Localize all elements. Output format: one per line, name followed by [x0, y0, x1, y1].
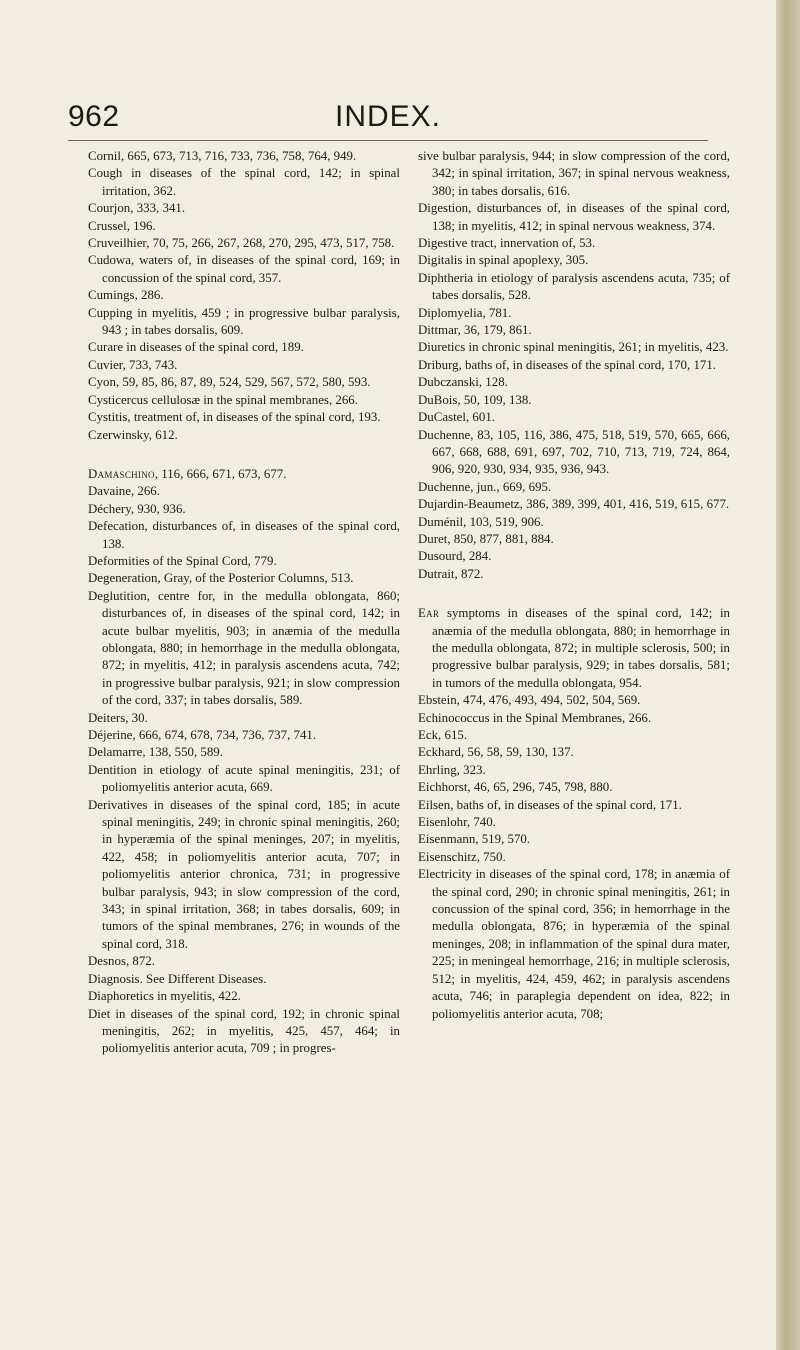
entry-references: , 50, 109, 138.	[457, 392, 532, 407]
index-entry	[418, 727, 730, 744]
entry-heading: Damaschino	[88, 466, 155, 481]
entry-references: , 666, 674, 678, 734, 736, 737, 741.	[132, 728, 317, 742]
index-entry	[418, 322, 730, 339]
entry-references: in diseases of the spinal cord, 142; in spinal irritation, 362.	[102, 166, 400, 198]
entry-heading: Defecation	[88, 519, 145, 534]
entry-heading: Dujardin-Beaumetz	[418, 497, 520, 512]
entry-heading: Eisenmann	[418, 832, 476, 847]
entry-heading: Crussel	[88, 218, 127, 233]
entry-heading: Cudowa	[88, 253, 131, 268]
entry-references: , 872.	[454, 566, 484, 581]
entry-references: , 850, 877, 881, 884.	[447, 531, 554, 546]
entry-references: , 46, 65, 296, 745, 798, 880.	[467, 780, 613, 795]
index-entry	[88, 953, 400, 970]
index-entry	[418, 514, 730, 531]
index-entry	[88, 409, 400, 426]
entry-references: in diseases of the spinal cord, 178; in anæmia of the spinal cord, 290; in chronic spinal meningitis, 261; in concussion of the spinal cord, 356; in hemorrhage in the medulla oblongata, 876; in hyperæmia of the spinal meninges, 208; in inflammation of the spinal dura mater, 225; in meningeal hemorrhage, 216; in multiple sclerosis, 512; in myelitis, 424, 459, 462; in paralysis ascendens acuta, 746; in paraplegia dependent on idea, 822; in poliomyelitis anterior acuta, 708;	[432, 867, 730, 1021]
index-entry	[418, 409, 730, 426]
section-gap	[418, 583, 730, 605]
entry-heading: Eckhard	[418, 745, 461, 760]
entry-references: , 266.	[130, 484, 160, 499]
left-column	[88, 148, 400, 1058]
entry-references: , 36, 179, 861.	[457, 323, 532, 338]
index-entry	[88, 483, 400, 500]
entry-heading: Duchenne	[418, 479, 471, 494]
entry-references: , jun., 669, 695.	[470, 479, 552, 494]
entry-heading: Electricity	[418, 867, 472, 882]
index-entry	[88, 588, 400, 710]
index-entry	[88, 727, 400, 744]
entry-heading: DuBois	[418, 392, 458, 407]
entry-references: , 56, 58, 59, 130, 137.	[460, 745, 574, 760]
entry-heading: Cumings	[88, 288, 135, 303]
entry-references: , 665, 673, 713, 716, 733, 736, 758, 764, 949.	[120, 149, 357, 163]
entry-heading: Diaphoretics	[88, 989, 154, 1004]
entry-heading: Deiters	[88, 710, 126, 725]
entry-heading: Déchery	[88, 501, 131, 516]
entry-references: sive bulbar paralysis, 944; in slow compression of the cord, 342; in spinal irritation, 367; in spinal nervous weakness, 380; in tabes dorsalis, 616.	[418, 149, 730, 198]
entry-heading: Ehrling	[418, 762, 457, 777]
index-entry	[418, 496, 730, 513]
page-header	[68, 100, 708, 141]
entry-heading: Echinococcus	[418, 710, 490, 725]
index-entry	[88, 218, 400, 235]
entry-heading: Dentition	[88, 762, 137, 777]
index-entry	[418, 849, 730, 866]
entry-heading: Diagnosis	[88, 971, 140, 986]
entry-heading: Desnos	[88, 954, 126, 969]
index-entry	[418, 744, 730, 761]
index-entry	[88, 148, 400, 165]
index-entry	[88, 287, 400, 304]
entry-heading: Diuretics	[418, 340, 466, 355]
entry-references: , baths of, in diseases of the spinal cord, 170, 171.	[458, 357, 717, 372]
entry-references: , 196.	[126, 218, 156, 233]
entry-references: in chronic spinal meningitis, 261; in myelitis, 423.	[465, 340, 729, 355]
entry-references: , 59, 85, 86, 87, 89, 524, 529, 567, 572, 580, 593.	[115, 375, 371, 390]
index-entry	[418, 779, 730, 796]
index-entry	[418, 392, 730, 409]
entry-references: , baths of, in diseases of the spinal cord, 171.	[450, 797, 682, 812]
entry-references: , 128.	[478, 375, 508, 390]
index-entry	[418, 548, 730, 565]
entry-references: in diseases of the spinal cord, 189.	[123, 340, 304, 355]
entry-heading: Dubczanski	[418, 375, 479, 390]
entry-references: , 323.	[456, 762, 486, 777]
index-entry	[418, 762, 730, 779]
entry-references: symptoms in diseases of the spinal cord, 142; in anæmia of the medulla oblongata, 880; in hemorrhage in the medulla oblongata, 872; in multiple sclerosis, 500; in progressive bulbar paralysis, 929; in tabes dorsalis, 581; in tumors of the medulla oblongata, 954.	[432, 606, 730, 690]
entry-heading: Eisenschitz	[418, 849, 477, 864]
entry-references: , 70, 75, 266, 267, 268, 270, 295, 473, 517, 758.	[146, 236, 395, 251]
entry-heading: Déjerine	[88, 728, 133, 742]
index-entry	[418, 270, 730, 305]
entry-heading: Ebstein	[418, 693, 457, 708]
entry-heading: Czerwinsky	[88, 427, 149, 442]
index-entry	[418, 235, 730, 252]
entry-heading: Diet	[88, 1006, 111, 1021]
entry-references: , centre for, in the medulla oblongata, 860; disturbances of, in diseases of the spinal cord, 142; in acute bulbar myelitis, 903; in anæmia of the medulla oblongata, 880; in hemorrhage in the medulla oblongata, 872; in myelitis, 412; in paralysis ascendens acuta, 742; in progressive bulbar paralysis, 921; in slow compression of the cord, 337; in tabes dorsalis, 589.	[102, 588, 400, 708]
entry-heading: Curare	[88, 340, 124, 355]
entry-references: , 116, 666, 671, 673, 677.	[154, 466, 287, 481]
entry-heading: Digestive	[418, 236, 468, 251]
index-entry	[88, 339, 400, 356]
entry-heading: Dittmar	[418, 323, 458, 338]
page-number: 962	[68, 100, 120, 133]
entry-heading: Cyon	[88, 375, 116, 390]
entry-references: in spinal apoplexy, 305.	[462, 253, 589, 268]
index-entry	[88, 797, 400, 954]
index-entry	[88, 357, 400, 374]
index-entry	[88, 1006, 400, 1058]
index-entry	[418, 605, 730, 692]
index-entry	[88, 518, 400, 553]
entry-heading: Eisenlohr	[418, 815, 467, 830]
index-entry	[418, 831, 730, 848]
entry-references: , disturbances of, in diseases of the spinal cord, 138.	[102, 519, 400, 551]
entry-references: , 103, 519, 906.	[463, 514, 544, 529]
entry-references: , 930, 936.	[130, 501, 186, 516]
index-entry	[88, 427, 400, 444]
entry-references: in diseases of the spinal cord, 185; in acute spinal meningitis, 249; in chronic spinal meningitis, 260; in hyperæmia of the spinal meninges, 207; in myelitis, 422, 458; in poliomyelitis anterior acuta, 707; in poliomyelitis anterior chronica, 731; in progressive bulbar paralysis, 943; in slow compression of the cord, 343; in spinal irritation, 368; in tabes dorsalis, 609; in tumors of the spinal membranes, 276; in wounds of the spinal cord, 318.	[102, 797, 400, 951]
entry-heading: Deformities	[88, 553, 150, 568]
entry-heading: Cough	[88, 166, 123, 181]
entry-references: , 781.	[482, 305, 512, 320]
entry-references: , 83, 105, 116, 386, 475, 518, 519, 570, 665, 666, 667, 668, 688, 691, 697, 702, 710, 713, 719, 724, 864, 906, 920, 930, 934, 935, 936, 943.	[432, 427, 730, 477]
index-entry	[418, 797, 730, 814]
entry-heading: Cruveilhier	[88, 236, 147, 251]
page-edge	[776, 0, 800, 1350]
section-gap	[88, 444, 400, 466]
entry-references: , 872.	[125, 954, 155, 969]
entry-heading: Dusourd	[418, 549, 463, 564]
entry-heading: Dutrait	[418, 566, 455, 581]
entry-references: , 615.	[438, 728, 468, 742]
index-entry	[418, 479, 730, 496]
index-entry	[88, 971, 400, 988]
entry-references: , disturbances of, in diseases of the spinal cord, 138; in myelitis, 412; in spinal nervous weakness, 374.	[432, 201, 730, 233]
entry-references: . See Different Diseases.	[139, 971, 267, 986]
index-entry	[418, 566, 730, 583]
index-entry	[88, 466, 400, 483]
entry-heading: Eichhorst	[418, 780, 468, 795]
entry-references: , 612.	[148, 427, 178, 442]
entry-heading: Cystitis	[88, 410, 128, 425]
index-entry	[418, 866, 730, 1023]
right-column	[418, 148, 730, 1023]
index-entry	[418, 148, 730, 200]
index-entry	[88, 392, 400, 409]
entry-heading: Eilsen	[418, 797, 451, 812]
entry-references: of the Spinal Cord, 779.	[149, 553, 277, 568]
entry-heading: Cuvier	[88, 357, 123, 372]
entry-heading: Driburg	[418, 357, 459, 372]
entry-references: in etiology of acute spinal meningitis, 231; of poliomyelitis anterior acuta, 669.	[102, 762, 400, 795]
index-entry	[88, 710, 400, 727]
index-entry	[88, 305, 400, 340]
entry-references: , 386, 389, 399, 401, 416, 519, 615, 677.	[519, 497, 730, 512]
index-entry	[88, 501, 400, 518]
entry-heading: Eck	[418, 728, 439, 742]
entry-heading: Diplomyelia	[418, 305, 483, 320]
index-entry	[418, 374, 730, 391]
entry-references: , 519, 570.	[475, 832, 531, 847]
entry-references: , 138, 550, 589.	[142, 745, 223, 760]
index-entry	[88, 570, 400, 587]
entry-references: , 286.	[134, 288, 164, 303]
entry-references: , treatment of, in diseases of the spinal cord, 193.	[127, 410, 381, 425]
entry-heading: Courjon	[88, 201, 131, 216]
index-entry	[88, 200, 400, 217]
entry-references: , 284.	[462, 549, 492, 564]
entry-references: , waters of, in diseases of the spinal cord, 169; in concussion of the spinal cord, 357.	[102, 253, 400, 285]
entry-heading: Davaine	[88, 484, 131, 499]
index-entry	[418, 692, 730, 709]
index-entry	[88, 252, 400, 287]
entry-references: , 30.	[125, 710, 148, 725]
index-entry	[88, 988, 400, 1005]
index-entry	[418, 427, 730, 479]
entry-heading: Ear	[418, 606, 440, 621]
index-entry	[88, 553, 400, 570]
index-entry	[88, 165, 400, 200]
index-entry	[88, 762, 400, 797]
entry-heading: Digestion	[418, 201, 469, 216]
entry-heading: Digitalis	[418, 253, 463, 268]
entry-references: , 333, 341.	[130, 201, 186, 216]
entry-references: , 733, 743.	[122, 357, 178, 372]
entry-references: , 750.	[476, 849, 506, 864]
entry-heading: Deglutition	[88, 588, 147, 603]
entry-references: in diseases of the spinal cord, 192; in chronic spinal meningitis, 262; in myelitis, 425, 457, 464; in poliomyelitis anterior acuta, 709 ; in progres-	[102, 1006, 400, 1056]
index-entry	[418, 814, 730, 831]
index-entry	[418, 252, 730, 269]
entry-heading: Duret	[418, 531, 448, 546]
running-head-title: INDEX.	[334, 100, 442, 133]
entry-heading: Diphtheria	[418, 270, 474, 285]
entry-references: , 474, 476, 493, 494, 502, 504, 569.	[456, 693, 641, 708]
entry-references: in myelitis, 422.	[153, 989, 241, 1004]
index-entry	[418, 339, 730, 356]
index-entry	[88, 744, 400, 761]
entry-heading: Derivatives	[88, 797, 148, 812]
index-entry	[418, 531, 730, 548]
index-entry	[418, 200, 730, 235]
entry-heading: DuCastel	[418, 410, 466, 425]
entry-references: cellulosæ in the spinal membranes, 266.	[148, 392, 358, 407]
entry-heading: Cysticercus	[88, 392, 149, 407]
index-entry	[418, 357, 730, 374]
index-entry	[88, 235, 400, 252]
entry-heading: Cornil	[88, 149, 121, 163]
entry-references: , Gray, of the Posterior Columns, 513.	[157, 571, 354, 586]
entry-heading: Degeneration	[88, 571, 158, 586]
entry-heading: Duchenne	[418, 427, 471, 442]
entry-references: in the Spinal Membranes, 266.	[489, 710, 652, 725]
entry-heading: Delamarre	[88, 745, 143, 760]
entry-references: , 740.	[466, 815, 496, 830]
index-entry	[88, 374, 400, 391]
entry-references: , 601.	[465, 410, 495, 425]
entry-heading: Cupping	[88, 305, 133, 320]
entry-references: in myelitis, 459 ; in progressive bulbar paralysis, 943 ; in tabes dorsalis, 609.	[102, 305, 400, 338]
entry-references: in etiology of paralysis ascendens acuta, 735; of tabes dorsalis, 528.	[432, 270, 730, 303]
entry-heading: Duménil	[418, 514, 464, 529]
index-entry	[418, 305, 730, 322]
entry-references: tract, innervation of, 53.	[467, 236, 596, 251]
index-entry	[418, 710, 730, 727]
